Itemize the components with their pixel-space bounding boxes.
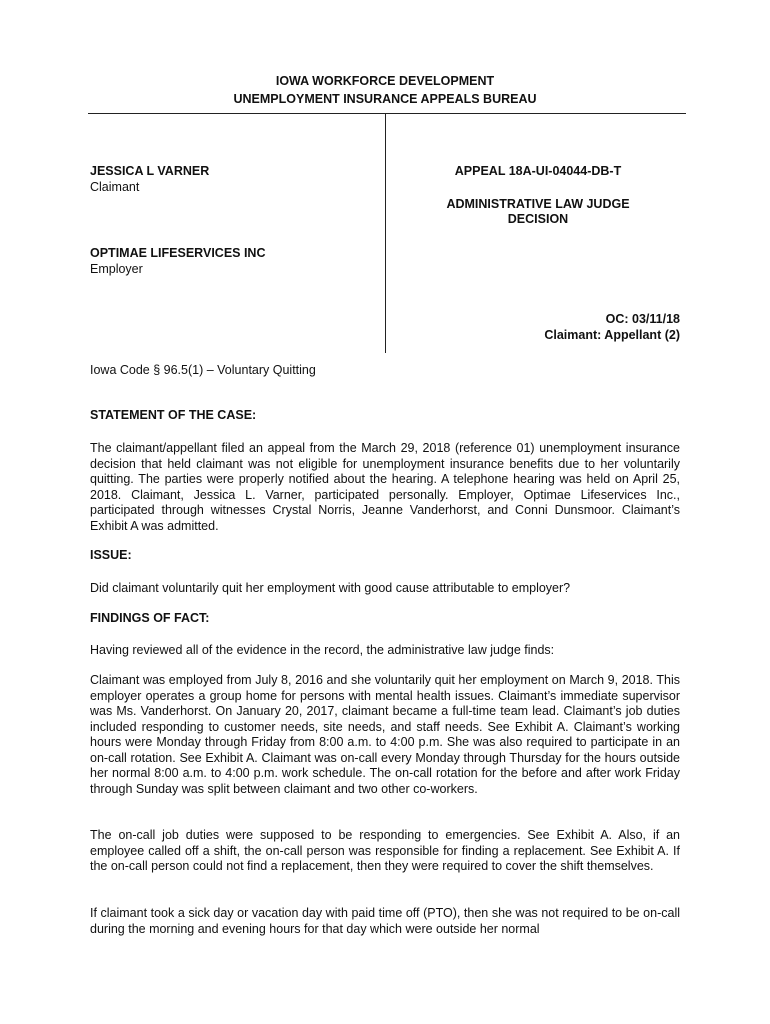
- findings-paragraph-1: Claimant was employed from July 8, 2016 and she voluntarily quit her employment on March 9, 2018. This employer operates a group home for persons with mental health issues. Claimant’s immediate supervisor was Ms. Vanderhorst. On January 20, 2017, claimant became a full-time team lead. Claimant’s job duties included responding to customer needs, site needs, and staff needs. See Exhibit A. Claimant’s working hours were Monday through Friday from 8:00 a.m. to 4:00 p.m. She was also required to participate in an on-call rotation. See Exhibit A. Claimant was on-call every Monday through Thursday for the hours outside her normal 8:00 a.m. to 4:00 p.m. work schedule. The on-call rotation for the before and after work Friday through Sunday was split between claimant and two other co-workers.: [90, 673, 680, 796]
- claimant-status: Claimant: Appellant (2): [544, 328, 680, 342]
- findings-intro: Having reviewed all of the evidence in the record, the administrative law judge finds:: [90, 643, 555, 657]
- findings-heading: FINDINGS OF FACT:: [90, 611, 210, 625]
- employer-name: OPTIMAE LIFESERVICES INC: [90, 246, 266, 260]
- bureau-title: UNEMPLOYMENT INSURANCE APPEALS BUREAU: [233, 92, 537, 106]
- oc-date: OC: 03/11/18: [605, 312, 680, 326]
- agency-title: IOWA WORKFORCE DEVELOPMENT: [275, 74, 495, 88]
- findings-paragraph-2: The on-call job duties were supposed to be responding to emergencies. See Exhibit A. Also, if an employee called off a shift, the on-call person was responsible for finding a replacement. See Exhibit A. If the on-call person could not find a replacement, then they were required to cover the shift themselves.: [90, 828, 680, 873]
- appeal-number: APPEAL 18A-UI-04044-DB-T: [454, 164, 622, 178]
- decision-title-line1: ADMINISTRATIVE LAW JUDGE: [446, 197, 630, 211]
- caption-divider: [385, 113, 386, 353]
- decision-title-line2: DECISION: [507, 212, 569, 226]
- statement-heading: STATEMENT OF THE CASE:: [90, 408, 257, 422]
- findings-paragraph-3: If claimant took a sick day or vacation day with paid time off (PTO), then she was not required to be on-call during the morning and evening hours for that day which were outside her normal: [90, 906, 680, 936]
- employer-role: Employer: [90, 262, 143, 276]
- issue-heading: ISSUE:: [90, 548, 132, 562]
- code-reference: Iowa Code § 96.5(1) – Voluntary Quitting: [90, 363, 316, 377]
- caption-top-rule: [88, 113, 686, 114]
- claimant-role: Claimant: [90, 180, 140, 194]
- claimant-name: JESSICA L VARNER: [90, 164, 210, 178]
- statement-text: The claimant/appellant filed an appeal from the March 29, 2018 (reference 01) unemployment insurance decision that held claimant was not eligible for unemployment insurance benefits due to her voluntarily quitting. The parties were properly notified about the hearing. A telephone hearing was held on April 25, 2018. Claimant, Jessica L. Varner, participated personally. Employer, Optimae Lifeservices Inc., participated through witnesses Crystal Norris, Jeanne Vanderhorst, and Conni Dunsmoor. Claimant’s Exhibit A was admitted.: [90, 441, 680, 533]
- issue-text: Did claimant voluntarily quit her employment with good cause attributable to employer?: [90, 581, 571, 595]
